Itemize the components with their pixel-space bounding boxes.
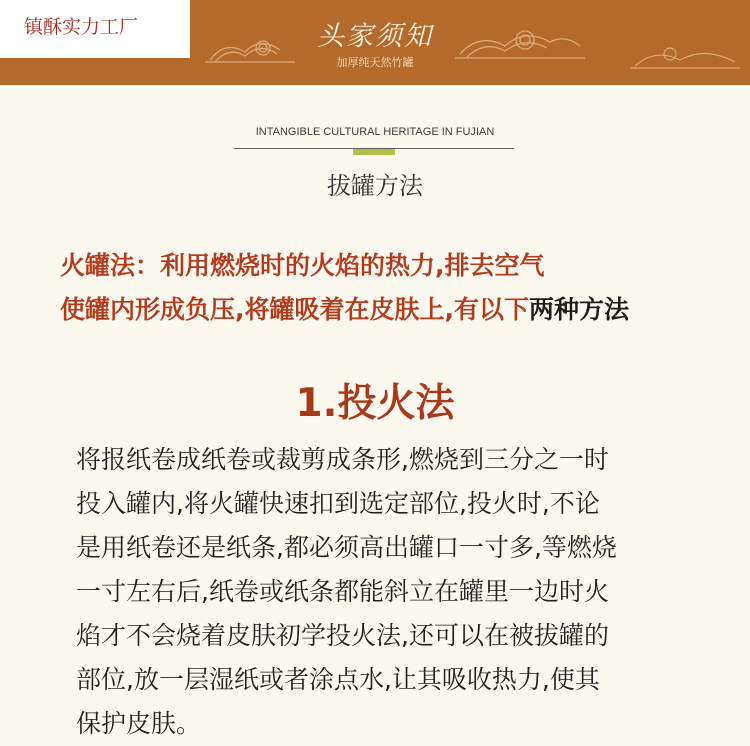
cloud-pattern-right-icon [455,24,585,60]
divider-accent [353,149,395,155]
intro-line-2 [60,288,730,332]
intro-text [60,244,730,332]
description-line: 保护皮肤。 [76,709,202,738]
cloud-pattern-far-right-icon [630,40,740,70]
intro-line-2-tail: 两种方法 [529,295,630,324]
description-line: 将报纸卷成纸卷或裁剪成条形,燃烧到三分之一时 [76,445,609,474]
method-title: 1.投火法 [295,381,455,426]
banner-title: 头家须知 [317,21,433,52]
intro-line-1: 火罐法：利用燃烧时的火焰的热力,排去空气 [60,251,545,280]
description-line: 是用纸卷还是纸条,都必须高出罐口一寸多,等燃烧 [76,533,617,562]
description-line: 部位,放一层湿纸或者涂点水,让其吸收热力,使其 [76,665,600,694]
heritage-caption: INTANGIBLE CULTURAL HERITAGE IN FUJIAN [255,126,495,138]
section-title: 拔罐方法 [327,172,423,200]
header-banner [0,0,750,85]
brand-label: 镇酥实力工厂 [0,0,190,58]
intro-line-2-highlight: 使罐内形成负压,将罐吸着在皮肤上,有以下 [60,295,529,324]
description-line: 一寸左右后,纸卷或纸条都能斜立在罐里一边时火 [76,577,609,606]
description-line: 焰才不会烧着皮肤初学投火法,还可以在被拔罐的 [76,621,609,650]
description-line: 投入罐内,将火罐快速扣到选定部位,投火时,不论 [76,489,600,518]
method-description [76,438,686,746]
banner-subtitle: 加厚纯天然竹罐 [336,56,414,69]
cloud-pattern-left-icon [205,34,295,64]
